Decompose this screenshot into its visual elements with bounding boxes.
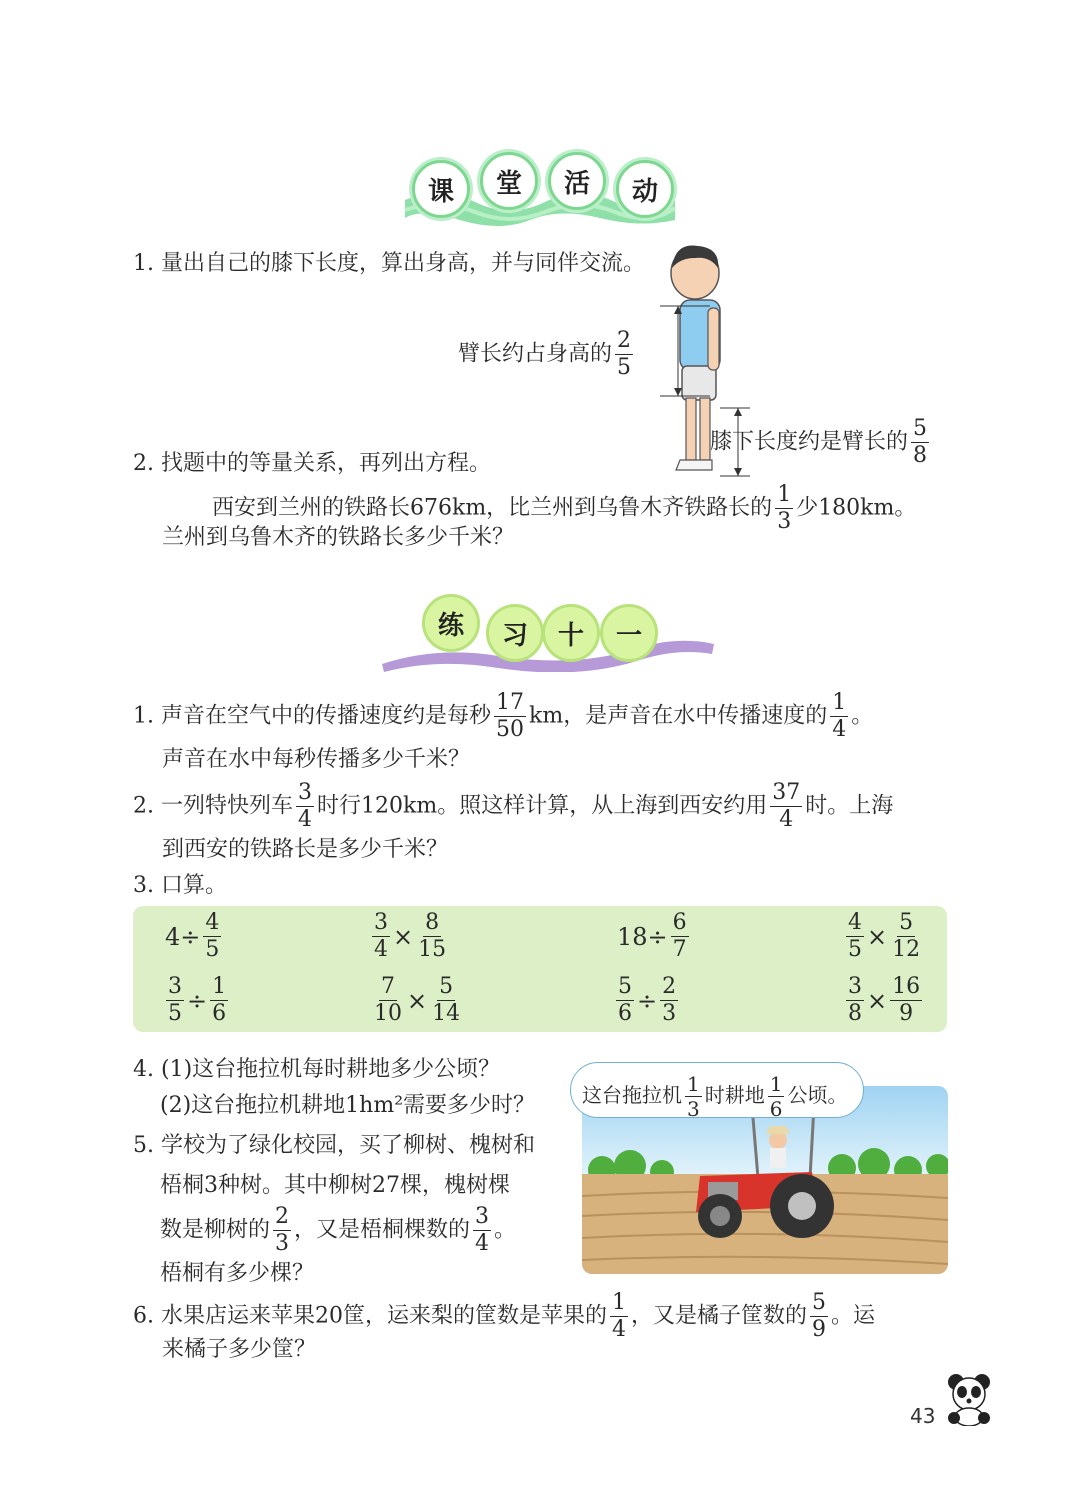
header-char-3: 十	[542, 604, 600, 662]
fraction: $\frac{2}{3}$	[662, 974, 677, 1026]
fraction: $\frac{37}{4}$	[772, 780, 801, 832]
exercise-5-line4: 梧桐有多少棵？	[160, 1261, 315, 1286]
fraction: $\frac{1}{3}$	[777, 482, 792, 534]
exercise-4-line1: 4. (1)这台拖拉机每时耕地多少公顷？	[133, 1057, 501, 1082]
q-number: 1.	[133, 703, 154, 729]
fraction: $\frac{5}{14}$	[432, 974, 461, 1026]
q-number: 2.	[133, 793, 154, 819]
page-number: 43	[910, 1404, 936, 1428]
oral-item-2: $\frac{3}{4}$ × $\frac{8}{15}$	[374, 910, 447, 962]
fraction: $\frac{1}{6}$	[212, 974, 227, 1026]
fraction: $\frac{3}{4}$	[298, 780, 313, 832]
activity-q2	[133, 450, 491, 478]
fraction: $\frac{1}{4}$	[832, 690, 847, 742]
exercise-3-title: 3. 口算。	[133, 873, 227, 898]
exercise-5-line2: 梧桐3种树。其中柳树27棵，槐树棵	[160, 1173, 510, 1198]
exercise-6-line1: 6. 水果店运来苹果20筐，运来梨的筐数是苹果的 $\frac{1}{4}$ ，又是橘子筐数的 $\frac{5}{9}$ 。运	[133, 1290, 876, 1342]
activity-q2-line1: 西安到兰州的铁路长676km，比兰州到乌鲁木齐铁路长的 $\frac{1}{3}$ 少180km。	[212, 482, 917, 534]
fraction: $\frac{5}{12}$	[892, 910, 921, 962]
fraction: $\frac{3}{4}$	[475, 1204, 490, 1256]
fraction: $\frac{6}{7}$	[672, 910, 687, 962]
section-header-exercise	[378, 592, 718, 672]
header-char-4: 动	[616, 160, 674, 218]
oral-calc-box	[133, 906, 947, 1032]
speech-bubble-text: 这台拖拉机 $\frac{1}{3}$ 时耕地 $\frac{1}{6}$ 公顷。	[582, 1072, 848, 1121]
exercise-1-line1: 1. 声音在空气中的传播速度约是每秒 $\frac{17}{50}$ km，是声音在水中传播速度的 $\frac{1}{4}$ 。	[133, 690, 874, 742]
section-header-activity	[400, 150, 680, 230]
exercise-5-line1: 5. 学校为了绿化校园，买了柳树、槐树和	[133, 1133, 536, 1158]
fraction: $\frac{5}{6}$	[618, 974, 632, 1026]
oral-item-1: 4÷ $\frac{4}{5}$	[165, 910, 220, 962]
q-text: 找题中的等量关系，再列出方程。	[161, 451, 492, 476]
oral-item-7: $\frac{5}{6}$ ÷ $\frac{2}{3}$	[618, 974, 677, 1026]
header-char-4: 一	[600, 604, 658, 662]
header-char-2: 堂	[480, 152, 538, 210]
fraction: $\frac{3}{5}$	[168, 974, 182, 1026]
q-number: 2.	[133, 451, 154, 476]
fraction: $\frac{16}{9}$	[892, 974, 921, 1026]
fraction: $\frac{2}{5}$	[617, 328, 632, 380]
oral-item-4: $\frac{4}{5}$ × $\frac{5}{12}$	[848, 910, 921, 962]
header-char-1: 课	[412, 160, 470, 218]
fraction: $\frac{8}{15}$	[418, 910, 447, 962]
fraction: $\frac{1}{3}$	[687, 1072, 700, 1121]
q-text: 量出自己的膝下长度，算出身高，并与同伴交流。	[161, 251, 646, 276]
activity-q1	[133, 250, 645, 278]
fraction: $\frac{5}{8}$	[913, 416, 928, 468]
header-char-3: 活	[548, 152, 606, 210]
q-number: 6.	[133, 1303, 154, 1329]
panda-icon	[944, 1372, 994, 1426]
fraction: $\frac{4}{5}$	[205, 910, 220, 962]
exercise-6-line2: 来橘子多少筐？	[162, 1337, 317, 1362]
fraction: $\frac{17}{50}$	[496, 690, 525, 742]
header-char-1: 练	[422, 594, 480, 652]
fraction: $\frac{3}{8}$	[848, 974, 862, 1026]
header-char-2: 习	[486, 604, 544, 662]
oral-item-6: $\frac{7}{10}$ × $\frac{5}{14}$	[374, 974, 461, 1026]
arm-length-label: 臂长约占身高的 $\frac{2}{5}$	[458, 328, 632, 380]
exercise-1-line2: 声音在水中每秒传播多少千米？	[162, 747, 471, 772]
fraction: $\frac{1}{6}$	[769, 1072, 783, 1121]
exercise-5-line3: 数是柳树的 $\frac{2}{3}$ ，又是梧桐棵数的 $\frac{3}{4}$ 。	[160, 1204, 517, 1256]
fraction: $\frac{2}{3}$	[275, 1204, 290, 1256]
exercise-2-line2: 到西安的铁路长是多少千米？	[162, 837, 449, 862]
oral-item-5: $\frac{3}{5}$ ÷ $\frac{1}{6}$	[168, 974, 227, 1026]
fraction: $\frac{5}{9}$	[812, 1290, 827, 1342]
exercise-4-line2: (2)这台拖拉机耕地1hm²需要多少时？	[160, 1093, 536, 1118]
activity-q2-line2: 兰州到乌鲁木齐的铁路长多少千米？	[162, 525, 515, 550]
q-number: 5.	[133, 1133, 154, 1158]
fraction: $\frac{7}{10}$	[374, 974, 402, 1026]
oral-item-3: 18÷ $\frac{6}{7}$	[617, 910, 687, 962]
fraction: $\frac{3}{4}$	[374, 910, 388, 962]
fraction: $\frac{4}{5}$	[848, 910, 862, 962]
q-number: 1.	[133, 251, 154, 276]
knee-length-label: 膝下长度约是臂长的 $\frac{5}{8}$	[710, 416, 928, 468]
fraction: $\frac{1}{4}$	[612, 1290, 626, 1342]
exercise-2-line1: 2. 一列特快列车 $\frac{3}{4}$ 时行120km。照这样计算，从上海到西安约用 $\frac{37}{4}$ 时。上海	[133, 780, 894, 832]
oral-item-8: $\frac{3}{8}$ × $\frac{16}{9}$	[848, 974, 921, 1026]
q-number: 4.	[133, 1057, 154, 1082]
